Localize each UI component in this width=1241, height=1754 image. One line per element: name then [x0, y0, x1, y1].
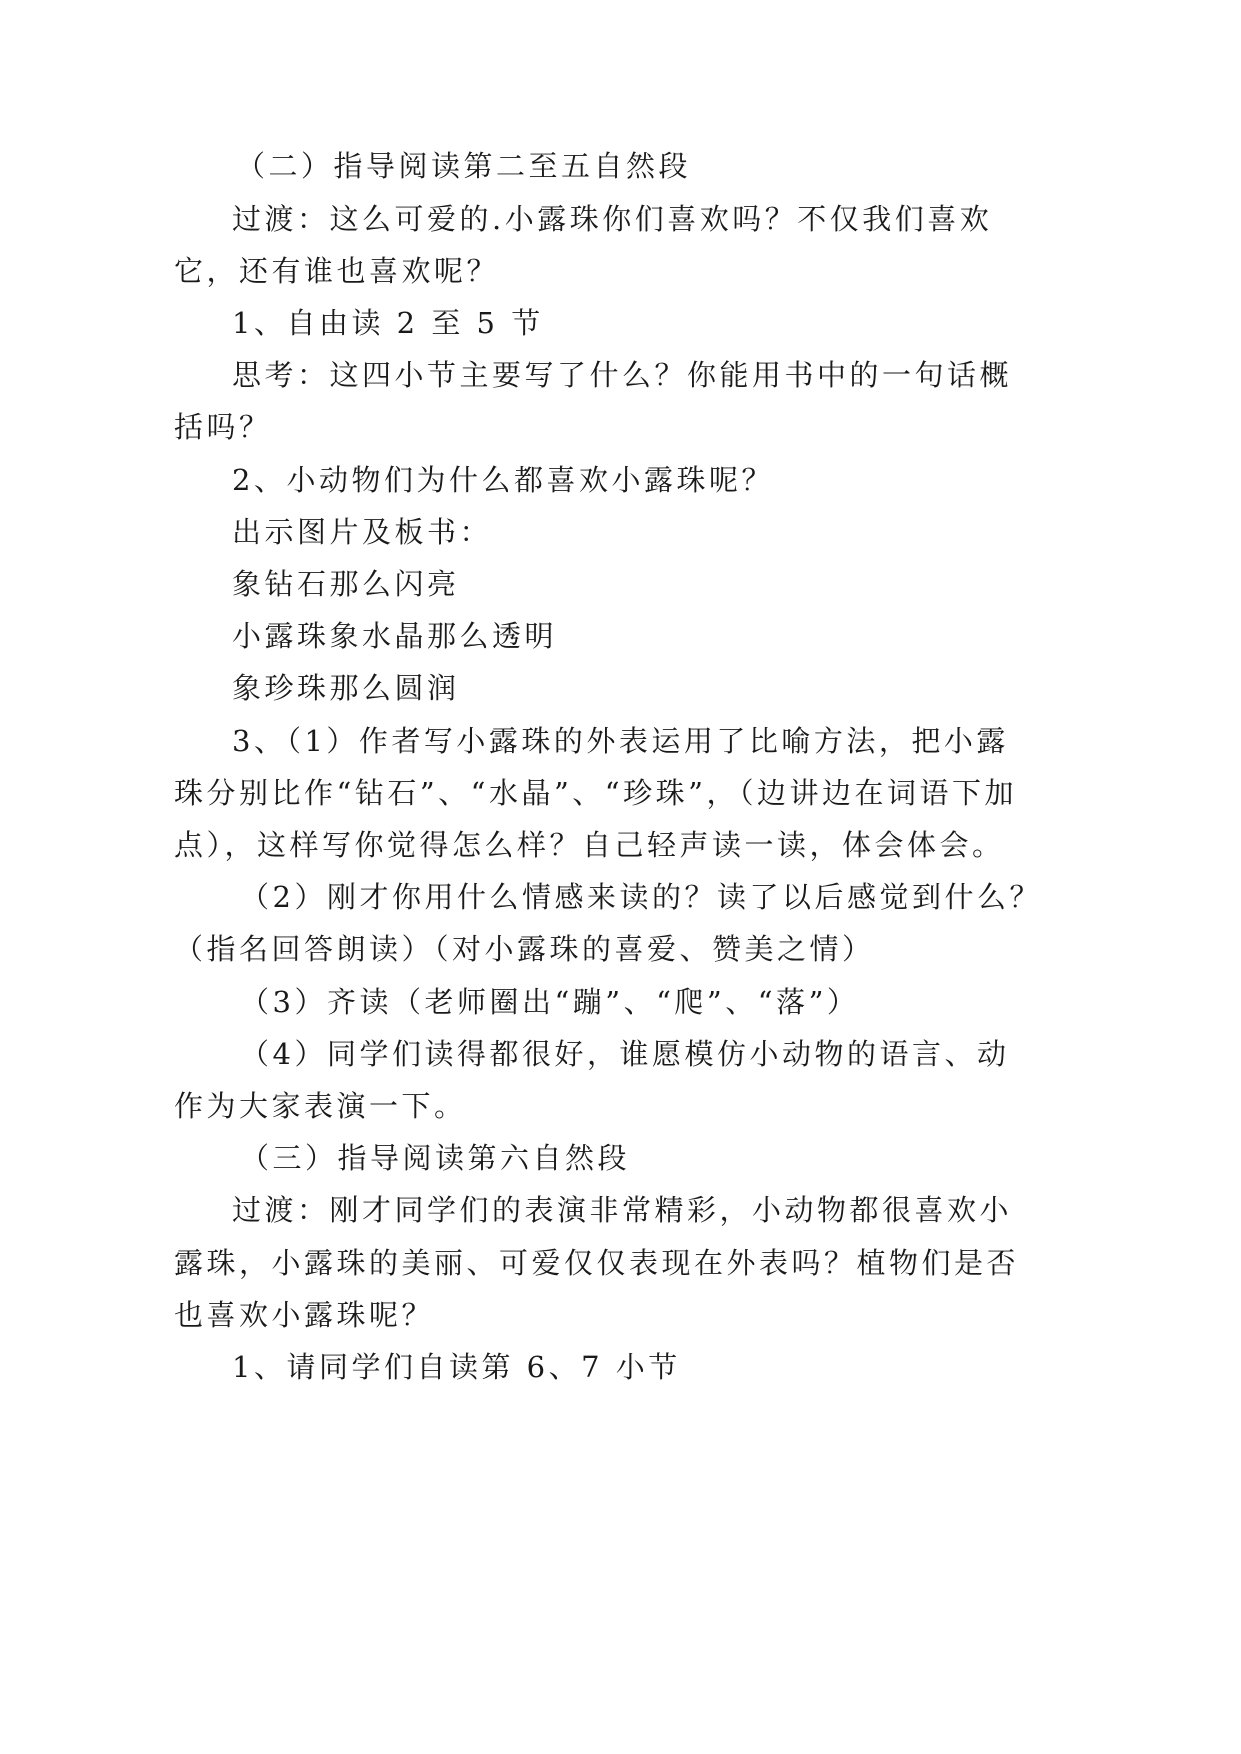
paragraph-line: 思考：这四小节主要写了什么？你能用书中的一句话概 [232, 358, 1013, 392]
board-line: 象珍珠那么圆润 [232, 671, 460, 705]
paragraph-line: 露珠，小露珠的美丽、可爱仅仅表现在外表吗？植物们是否 [174, 1246, 1020, 1280]
paragraph-line: 它，还有谁也喜欢呢？ [174, 254, 500, 288]
list-item: 2、小动物们为什么都喜欢小露珠呢？ [232, 463, 774, 497]
paragraph-line: 出示图片及板书： [232, 515, 493, 549]
section-heading: （三）指导阅读第六自然段 [240, 1141, 631, 1175]
paragraph-line: 过渡：这么可爱的.小露珠你们喜欢吗？不仅我们喜欢 [232, 202, 993, 236]
board-line: 象钻石那么闪亮 [232, 567, 460, 601]
list-item: 1、自由读 2 至 5 节 [232, 306, 544, 340]
paragraph-line: 作为大家表演一下。 [174, 1089, 467, 1123]
paragraph-line: 点），这样写你觉得怎么样？自己轻声读一读，体会体会。 [174, 828, 1005, 862]
list-item: 1、请同学们自读第 6、7 小节 [232, 1350, 681, 1384]
paragraph-line: （3）齐读（老师圈出“蹦”、“爬”、“落”） [240, 985, 860, 1019]
section-heading: （二）指导阅读第二至五自然段 [236, 149, 692, 183]
board-line: 小露珠象水晶那么透明 [232, 619, 558, 653]
paragraph-line: 过渡：刚才同学们的表演非常精彩，小动物都很喜欢小 [232, 1193, 1013, 1227]
paragraph-line: 括吗？ [174, 410, 272, 444]
list-item: 3、（1）作者写小露珠的外表运用了比喻方法，把小露 [232, 724, 1009, 758]
paragraph-line: （4）同学们读得都很好，谁愿模仿小动物的语言、动 [240, 1037, 1010, 1071]
paragraph-line: 珠分别比作“钻石”、“水晶”、“珍珠”，（边讲边在词语下加 [174, 776, 1017, 810]
paragraph-line: （2）刚才你用什么情感来读的？读了以后感觉到什么？ [240, 880, 1042, 914]
paragraph-line: （指名回答朗读）（对小露珠的喜爱、赞美之情） [174, 932, 875, 966]
paragraph-line: 也喜欢小露珠呢？ [174, 1298, 435, 1332]
